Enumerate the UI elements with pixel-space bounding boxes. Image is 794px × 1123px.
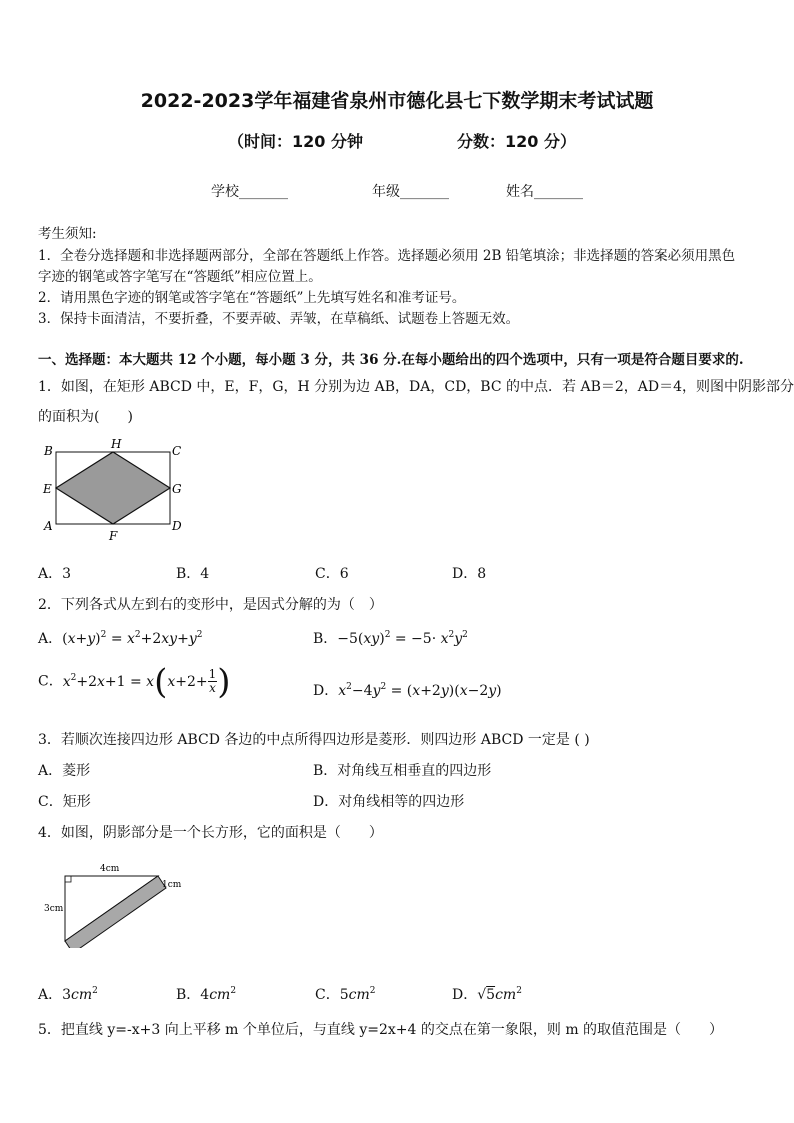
notice-item: 1．全卷分选择题和非选择题两部分，全部在答题纸上作答。选择题必须用 2B 铅笔填涂；非选择题的答案必须用黑色 [38,248,736,264]
q1-option-c: C．6 [315,566,349,582]
q4-option-d: D．$√5cm^2$ [452,986,522,1003]
page-title: 2022-2023学年福建省泉州市德化县七下数学期末考试试题 [140,90,654,112]
fig-label: A [44,519,53,533]
fig-label: 4cm [100,864,120,874]
question-1-stem: 1．如图，在矩形 ABCD 中，E，F，G，H 分别为边 AB，DA，CD，BC 的中点．若 AB＝2，AD＝4，则图中阴影部分 [38,379,794,395]
q3-option-b: B．对角线互相垂直的四边形 [313,763,492,779]
notice-item: 字迹的钢笔或答字笔写在“答题纸”相应位置上。 [38,269,322,285]
school-field: 学校_______ [211,184,288,200]
question-1-stem-cont: 的面积为( ) [38,409,133,425]
fig-label: F [109,529,118,542]
section-heading: 一、选择题：本大题共 12 个小题，每小题 3 分，共 36 分.在每小题给出的四个选项中，只有一项是符合题目要求的. [38,352,744,368]
fig-label: E [43,482,52,496]
rectangle-strip-figure [38,858,198,948]
fig-label: 1cm [162,880,182,890]
q2-option-c: C．$x^2+2x+1 = x(x+2+$ $\frac{1}{x}$ ) [38,661,231,702]
fig-label: H [111,437,122,451]
q4-option-a: A．$3cm^2$ [38,986,98,1003]
fig-label: B [44,444,53,458]
rectangle-figure [38,436,188,542]
q1-option-b: B．4 [176,566,210,582]
question-3-stem: 3．若顺次连接四边形 ABCD 各边的中点所得四边形是菱形．则四边形 ABCD 一定是 ( ) [38,732,590,748]
q3-option-c: C．矩形 [38,794,91,810]
fig-label: G [172,482,182,496]
notice-item: 2．请用黑色字迹的钢笔或答字笔在“答题纸”上先填写姓名和准考证号。 [38,290,466,306]
q4-option-b: B．$4cm^2$ [176,986,237,1003]
question-5-stem: 5．把直线 y=-x+3 向上平移 m 个单位后，与直线 y=2x+4 的交点在第一象限，则 m 的取值范围是（ ） [38,1022,724,1038]
q2-option-a: A．$(x+y)^2 = x^2+2xy+y^2$ [38,630,203,647]
fig-label: D [172,519,182,533]
q1-option-d: D．8 [452,566,487,582]
q4-option-c: C．$5cm^2$ [315,986,376,1003]
q2-option-d: D．$x^2-4y^2 = (x+2y)(x-2y)$ [313,682,502,699]
question-4-stem: 4．如图，阴影部分是一个长方形，它的面积是（ ） [38,825,383,841]
grade-field: 年级_______ [372,184,449,200]
notice-heading: 考生须知: [38,226,97,242]
fig-label: 3cm [44,904,64,914]
exam-score: 分数：120 分） [457,132,576,151]
fig-label: C [172,444,182,458]
q1-option-a: A．3 [38,566,72,582]
exam-time: （时间：120 分钟 [228,132,363,151]
question-2-stem: 2．下列各式从左到右的变形中，是因式分解的为（ ） [38,597,383,613]
q3-option-d: D．对角线相等的四边形 [313,794,465,810]
q2-option-b: B．$-5(xy)^2 = -5\cdot x^2y^2$ [313,630,468,647]
q3-option-a: A．菱形 [38,763,91,779]
name-field: 姓名_______ [506,184,583,200]
notice-item: 3．保持卡面清洁，不要折叠，不要弄破、弄皱，在草稿纸、试题卷上答题无效。 [38,311,520,327]
